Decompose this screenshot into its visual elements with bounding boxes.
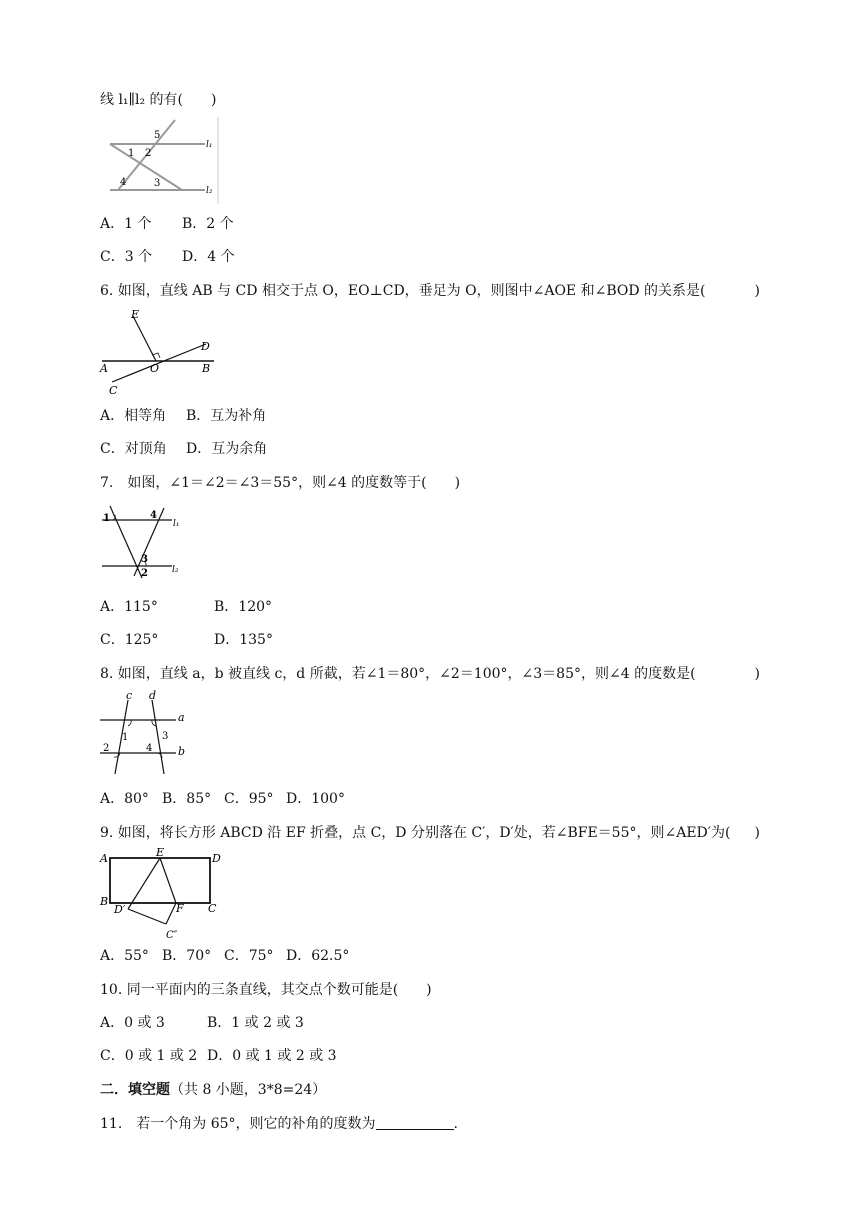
- q10-options-row1: [100, 1013, 304, 1033]
- q8-label-c: c: [126, 689, 133, 702]
- q6-label-c: C: [109, 384, 118, 397]
- q10-option-c[interactable]: C．0 或 1 或 2: [100, 1048, 198, 1064]
- q7-options-row2: [100, 630, 273, 650]
- q7-label-4: 4: [150, 510, 157, 521]
- q6-option-b[interactable]: B．互为补角: [186, 408, 267, 424]
- q9-question: [100, 823, 760, 843]
- q6-question: [100, 281, 760, 301]
- q8-option-c[interactable]: C．95°: [224, 791, 274, 807]
- q9-option-c[interactable]: C．75°: [224, 948, 274, 964]
- q8-close: ): [754, 666, 760, 682]
- q9-label-a: A: [100, 852, 108, 865]
- q7-option-d[interactable]: D．135°: [214, 632, 273, 648]
- q6-label-o: O: [150, 362, 160, 375]
- section-2-header: [100, 1080, 326, 1100]
- q10-option-b[interactable]: B．1 或 2 或 3: [207, 1015, 304, 1031]
- q7-option-b[interactable]: B．120°: [214, 599, 273, 615]
- q7-label-l2: l₂: [172, 565, 179, 575]
- q8-options: [100, 789, 345, 809]
- q6-label-b: B: [202, 362, 211, 375]
- section-2-note: （共 8 小题，3*8=24）: [170, 1082, 327, 1098]
- q7-label-2: 2: [141, 568, 148, 579]
- q6-options-row2: [100, 439, 267, 459]
- q5-label-4: 4: [120, 177, 127, 188]
- q9-options: [100, 946, 349, 966]
- q10-stem: 10. 同一平面内的三条直线，其交点个数可能是( ): [100, 982, 432, 998]
- q7-options-row1: [100, 597, 272, 617]
- q5-options-row2: [100, 247, 235, 267]
- q9-option-b[interactable]: B．70°: [162, 948, 212, 964]
- q8-label-d: d: [149, 689, 157, 702]
- q5-option-a[interactable]: A．1 个: [100, 216, 152, 232]
- q5-stem: 线 l₁∥l₂ 的有( ): [100, 92, 217, 108]
- q9-label-d-prime: D′: [114, 903, 126, 916]
- q7-figure: [100, 502, 190, 582]
- q7-label-l1: l₁: [173, 519, 180, 529]
- q8-figure: [100, 688, 200, 778]
- q8-label-b: b: [178, 745, 186, 758]
- q9-label-d: D: [212, 852, 221, 865]
- q8-option-b[interactable]: B．85°: [162, 791, 212, 807]
- q8-label-1: 1: [122, 732, 129, 743]
- q7-label-3: 3: [141, 554, 148, 565]
- q5-figure: [100, 112, 230, 208]
- q9-option-d[interactable]: D．62.5°: [286, 948, 350, 964]
- q10-options-row2: [100, 1046, 337, 1066]
- q5-label-l1: l₁: [206, 140, 213, 150]
- q10-option-a[interactable]: A．0 或 3: [100, 1015, 165, 1031]
- q6-label-e: E: [131, 308, 140, 321]
- q9-label-e: E: [156, 846, 165, 859]
- q11-stem: 11. 若一个角为 65°，则它的补角的度数为: [100, 1116, 376, 1132]
- q6-option-a[interactable]: A．相等角: [100, 408, 167, 424]
- q5-option-c[interactable]: C．3 个: [100, 249, 153, 265]
- q11-tail: .: [453, 1116, 458, 1132]
- q11-answer-blank[interactable]: [376, 1115, 454, 1130]
- q9-stem: 9. 如图，将长方形 ABCD 沿 EF 折叠，点 C，D 分别落在 C′，D′处，若∠BFE＝55°，则∠AED′为(: [100, 825, 731, 841]
- q7-stem: 7. 如图，∠1＝∠2＝∠3＝55°，则∠4 的度数等于( ): [100, 475, 461, 491]
- q8-label-a: a: [178, 711, 185, 724]
- q8-label-4: 4: [146, 743, 153, 754]
- q5-label-3: 3: [154, 178, 161, 189]
- q5-label-l2: l₂: [206, 186, 213, 196]
- q8-option-a[interactable]: A．80°: [100, 791, 149, 807]
- q6-figure: [100, 306, 220, 398]
- q9-figure: [100, 846, 230, 946]
- q7-option-c[interactable]: C．125°: [100, 632, 159, 648]
- q7-option-a[interactable]: A．115°: [100, 599, 158, 615]
- q5-options-row1: [100, 214, 234, 234]
- q8-label-3: 3: [162, 731, 169, 742]
- q5-label-5: 5: [154, 130, 161, 141]
- q9-close: ): [754, 825, 760, 841]
- q9-label-c-double-prime: C″: [166, 930, 178, 941]
- q9-label-c: C: [208, 902, 217, 915]
- q6-label-a: A: [100, 362, 108, 375]
- q6-option-c[interactable]: C．对顶角: [100, 441, 167, 457]
- q8-option-d[interactable]: D．100°: [286, 791, 345, 807]
- q6-option-d[interactable]: D．互为余角: [186, 441, 268, 457]
- q6-label-d: D: [201, 340, 210, 353]
- q8-stem: 8. 如图，直线 a，b 被直线 c，d 所截，若∠1＝80°，∠2＝100°，∠3＝85°，则∠4 的度数是(: [100, 666, 696, 682]
- q5-label-2: 2: [145, 148, 152, 159]
- q9-label-f: F: [176, 902, 184, 915]
- q11-question: [100, 1114, 458, 1134]
- q9-label-b: B: [100, 895, 109, 908]
- q8-question: [100, 664, 760, 684]
- q5-option-b[interactable]: B．2 个: [182, 216, 234, 232]
- q5-label-1: 1: [128, 148, 135, 159]
- q6-options-row1: [100, 406, 266, 426]
- q10-option-d[interactable]: D．0 或 1 或 2 或 3: [207, 1048, 337, 1064]
- q7-label-1: 1: [103, 513, 110, 524]
- q9-option-a[interactable]: A．55°: [100, 948, 149, 964]
- q8-label-2: 2: [103, 743, 110, 754]
- q6-close: ): [754, 283, 760, 299]
- q5-option-d[interactable]: D．4 个: [182, 249, 235, 265]
- section-2-title: 二．填空题: [100, 1082, 170, 1098]
- q6-stem: 6. 如图，直线 AB 与 CD 相交于点 O，EO⊥CD，垂足为 O，则图中∠AOE 和∠BOD 的关系是(: [100, 283, 706, 299]
